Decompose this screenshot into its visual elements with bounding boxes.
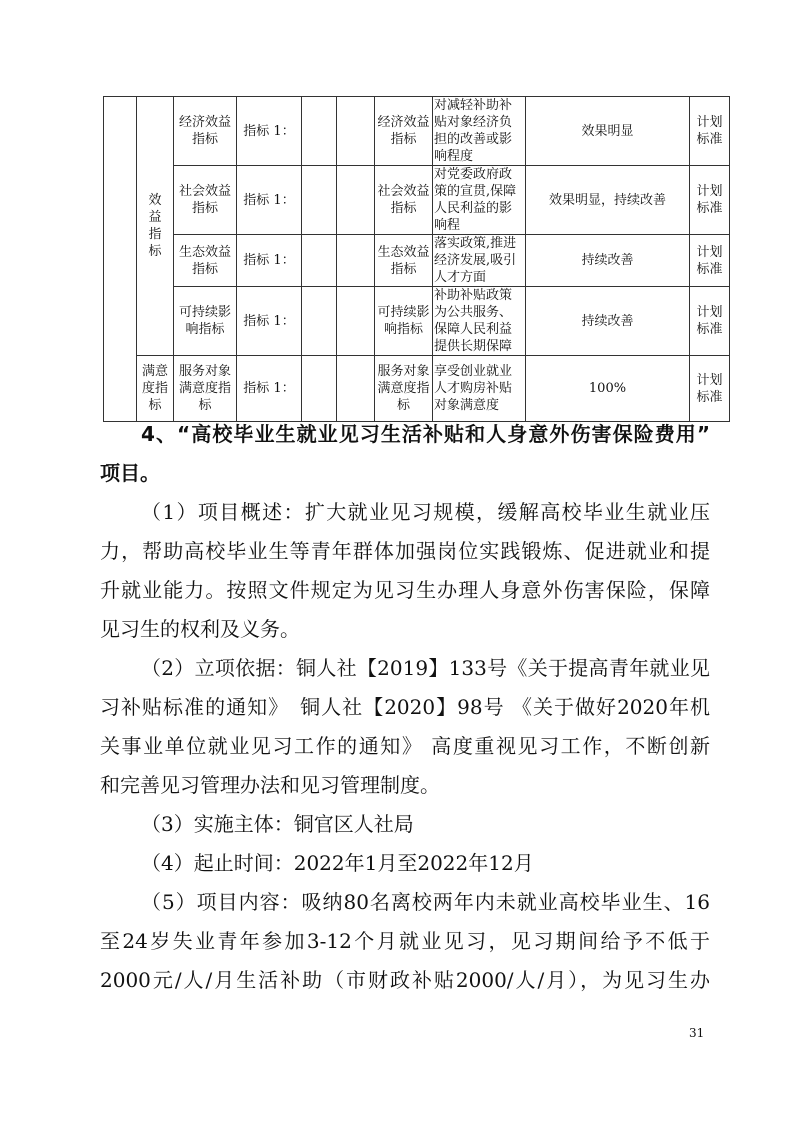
- table-cell-empty: [302, 287, 337, 356]
- table-cell-empty: [337, 97, 375, 166]
- paragraph-line: 至24岁失业青年参加3-12个月就业见习，见习期间给予不低于: [100, 929, 710, 953]
- table-cell-name: 可持续影响指标: [375, 287, 433, 356]
- table-cell-category: 效益指标: [137, 97, 174, 356]
- table-cell-empty: [337, 166, 375, 235]
- section-heading: 4、“高校毕业生就业见习生活补贴和人身意外伤害保险费用”: [141, 422, 710, 446]
- paragraph-line: 力，帮助高校毕业生等青年群体加强岗位实践锻炼、促进就业和提: [100, 539, 710, 563]
- table-row: [104, 97, 730, 166]
- table-cell-standard: 计划标准: [690, 356, 730, 422]
- table-cell-sub: 可持续影响指标: [174, 287, 237, 356]
- paragraph-line: （3）实施主体：铜官区人社局: [141, 812, 414, 836]
- table-cell-indicator: 指标 1：: [237, 97, 302, 166]
- table-cell-sub: 生态效益指标: [174, 235, 237, 287]
- table-cell-desc: 享受创业就业人才购房补贴对象满意度: [433, 356, 526, 422]
- paragraph-line: （2）立项依据：铜人社【2019】133号《关于提高青年就业见: [141, 656, 710, 680]
- table-cell-standard: 计划标准: [690, 97, 730, 166]
- table-cell-sub: 经济效益指标: [174, 97, 237, 166]
- table-row: [104, 235, 730, 287]
- table-row: [104, 166, 730, 235]
- table-cell-desc: 对减轻补助补贴对象经济负担的改善或影响程度: [433, 97, 526, 166]
- paragraph-line: 习补贴标准的通知》 铜人社【2020】98号 《关于做好2020年机: [100, 695, 710, 719]
- table-cell-name: 社会效益指标: [375, 166, 433, 235]
- table-cell-empty: [337, 356, 375, 422]
- paragraph-line: 2000元/人/月生活补助（市财政补贴2000/人/月），为见习生办: [100, 968, 710, 992]
- table-cell-name: 经济效益指标: [375, 97, 433, 166]
- table-cell-empty: [104, 97, 137, 422]
- table-row: [104, 287, 730, 356]
- table-cell-desc: 补助补贴政策为公共服务、保障人民利益提供长期保障: [433, 287, 526, 356]
- table-cell-indicator: 指标 1：: [237, 235, 302, 287]
- table-cell-desc: 落实政策,推进经济发展,吸引人才方面: [433, 235, 526, 287]
- table-cell-indicator: 指标 1：: [237, 166, 302, 235]
- table-cell-desc: 对党委政府政策的宣贯,保障人民利益的影响程: [433, 166, 526, 235]
- table-cell-indicator: 指标 1：: [237, 287, 302, 356]
- paragraph-line: 见习生的权利及义务。: [100, 617, 300, 641]
- table-cell-empty: [337, 235, 375, 287]
- table-cell-sub: 社会效益指标: [174, 166, 237, 235]
- performance-indicator-table: [103, 96, 730, 422]
- table-cell-indicator: 指标 1：: [237, 356, 302, 422]
- table-cell-empty: [302, 235, 337, 287]
- table-cell-standard: 计划标准: [690, 235, 730, 287]
- table-cell-standard: 计划标准: [690, 287, 730, 356]
- table-cell-value: 效果明显: [526, 97, 690, 166]
- table-cell-name: 生态效益指标: [375, 235, 433, 287]
- table-cell-sub: 服务对象满意度指标: [174, 356, 237, 422]
- section-heading-cont: 项目。: [100, 461, 160, 485]
- table-cell-category: 满意度指标: [137, 356, 174, 422]
- paragraph-line: （5）项目内容：吸纳80名离校两年内未就业高校毕业生、16: [141, 890, 710, 914]
- paragraph-line: （4）起止时间：2022年1月至2022年12月: [141, 851, 534, 875]
- table-cell-empty: [337, 287, 375, 356]
- paragraph-line: 和完善见习管理办法和见习管理制度。: [100, 773, 440, 797]
- table-cell-value: 100%: [526, 356, 690, 422]
- paragraph-line: 升就业能力。按照文件规定为见习生办理人身意外伤害保险，保障: [100, 578, 710, 602]
- page-number: 31: [689, 1026, 705, 1040]
- table-cell-name: 服务对象满意度指标: [375, 356, 433, 422]
- table-cell-value: 持续改善: [526, 287, 690, 356]
- table-cell-empty: [302, 356, 337, 422]
- table-row: [104, 356, 730, 422]
- paragraph-line: （1）项目概述：扩大就业见习规模，缓解高校毕业生就业压: [141, 500, 710, 524]
- table-cell-standard: 计划标准: [690, 166, 730, 235]
- table-cell-value: 持续改善: [526, 235, 690, 287]
- table-cell-empty: [302, 97, 337, 166]
- table-cell-value: 效果明显，持续改善: [526, 166, 690, 235]
- paragraph-line: 关事业单位就业见习工作的通知》 高度重视见习工作，不断创新: [100, 734, 710, 758]
- table-cell-empty: [302, 166, 337, 235]
